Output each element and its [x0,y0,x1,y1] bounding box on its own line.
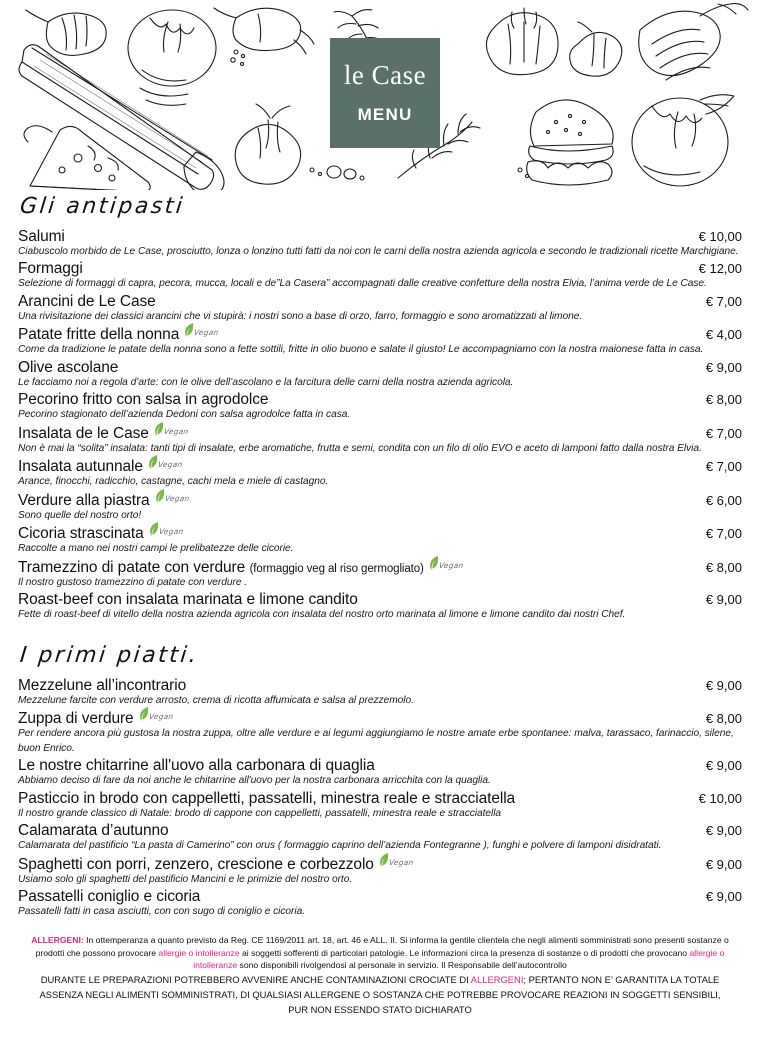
menu-item-price: € 9,00 [705,592,742,608]
section-title: Gli antipasti [18,194,186,219]
menu-item [18,855,742,887]
menu-item-price: € 4,00 [705,327,742,343]
menu-content [0,194,758,1017]
menu-item-price: € 9,00 [705,677,742,693]
menu-item-description: Sono quelle del nostro orto! [18,509,142,521]
allergen-caps-highlight: ALLERGENI [470,974,524,986]
menu-item-description: Il nostro gustoso tramezzino di patate con verdure . [18,576,248,588]
menu-item-title-group [18,591,358,609]
menu-item-name: Spaghetti con porri, zenzero, crescione e corbezzolo [18,855,374,873]
vegan-badge [139,710,173,723]
menu-item-name: Le nostre chitarrine all'uovo alla carbonara di quaglia [18,757,375,775]
menu-item-description: Abbiamo deciso di fare da noi anche le chitarrine all'uovo per la nostra carbonara arricchita con la quaglia. [18,775,491,787]
leaf-icon [149,522,158,535]
leaf-icon [155,489,164,502]
menu-item-name: Roast-beef con insalata marinata e limone candito [18,591,358,609]
menu-item-title-group [18,709,173,728]
leaf-icon [148,455,157,468]
menu-item [18,790,742,821]
menu-item-price: € 9,00 [705,758,742,774]
menu-item-price: € 10,00 [698,229,742,244]
menu-item [18,757,742,788]
menu-item-description: Calamarata del pastificio “La pasta di Camerino” con orus ( formaggio caprino dell’azienda Fontegranne ), funghi e polvere di lamponi disidratati. [18,840,662,852]
vegan-badge [155,492,189,505]
menu-item [18,491,742,523]
menu-item-row [18,855,742,874]
menu-item [18,228,742,259]
menu-item-name: Pecorino fritto con salsa in agrodolce [18,391,269,409]
vegan-badge-label: Vegan [163,426,189,436]
vegan-badge-label: Vegan [157,527,184,537]
menu-item [18,709,742,756]
leaf-icon [139,707,148,720]
vegan-badge [379,856,413,869]
menu-item-title-group [18,457,182,476]
menu-item [18,558,742,590]
menu-item-name: Passatelli coniglio e cicoria [18,888,201,906]
menu-item-row [18,293,742,311]
menu-item-title-group [18,524,183,543]
brand-name: le Case [343,59,427,90]
menu-label: MENU [357,104,413,124]
menu-item-row [18,757,742,775]
vegan-badge [154,425,188,438]
menu-item [18,677,742,708]
menu-item [18,822,742,853]
menu-item-title-group [18,391,268,409]
leaf-icon [429,556,438,569]
menu-item-description: Le facciamo noi a regola d’arte: con le olive dell’ascolano e la farcitura delle carni della nostra azienda agricola. [18,376,514,388]
menu-item-title-group [18,359,118,377]
menu-item-price: € 8,00 [705,711,742,727]
menu-item-row [18,822,742,840]
menu-item-name: Patate fritte della nonna [18,326,180,344]
menu-item-name: Tramezzino di patate con verdure [18,558,246,576]
allergen-text-1: In ottemperanza a quanto previsto da Reg. CE 1169/2011 art. 18, art. 46 e ALL. II. Si informa la gentile clientela che negli alimenti somministrati sono presenti sostanze o prodotti che possono provocare [35,934,729,958]
menu-item-price: € 8,00 [705,392,742,408]
allergen-caps-text-1: DURANTE LE PREPARAZIONI POTREBBERO AVVENIRE ANCHE CONTAMINAZIONI CROCIATE DI [40,974,471,986]
vegan-badge-label: Vegan [438,560,464,570]
menu-item [18,325,742,357]
vegan-badge-label: Vegan [388,857,414,867]
menu-item-name: Salumi [18,228,65,245]
menu-item-row [18,260,742,278]
menu-item-price: € 7,00 [705,526,742,542]
menu-item-title-group [18,855,413,874]
menu-item-name: Mezzelune all’incontrario [18,676,187,694]
menu-item [18,391,742,422]
allergen-lead-label: ALLERGENI: [31,934,84,945]
menu-item [18,457,742,489]
brand-logo [330,38,440,148]
menu-item-row [18,888,742,906]
menu-item-title-group [18,260,83,278]
menu-item-description: Mezzelune farcite con verdure arrosto, crema di ricotta affumicata e salsa al prezzemolo. [18,694,414,706]
menu-item-price: € 9,00 [705,889,742,905]
menu-item-description: Pecorino stagionato dell’azienda Dedoni con salsa agrodolce fatta in casa. [18,409,351,421]
menu-item-name: Cicoria strascinata [18,525,144,543]
leaf-icon [154,422,163,435]
menu-item-row [18,709,742,728]
menu-item-description: Passatelli fatti in casa asciutti, con con sugo di coniglio e cicoria. [18,906,305,918]
menu-item-title-group [18,424,188,443]
menu-item-description: Fette di roast-beef di vitello della nostra azienda agricola con insalata del nostro orto marinata al limone e limone candito dai nostri Chef. [18,609,626,621]
menu-item-description: Usiamo solo gli spaghetti del pastificio Mancini e le primizie del nostro orto. [18,873,353,885]
allergen-paragraph [30,934,730,973]
menu-item-title-group [18,558,463,577]
menu-item-description: Come da tradizione le patate della nonna sono a fette sottili, fritte in olio buono e salate il giusto! Le accompagniamo con la nostra maionese fatta in casa. [18,344,704,356]
vegan-badge-label: Vegan [147,712,174,722]
menu-item-row [18,325,742,344]
menu-item [18,260,742,291]
menu-item-name: Olive ascolane [18,358,119,376]
menu-item-title-group [18,293,156,311]
vegan-badge [149,525,183,538]
menu-item-title-group [18,790,515,808]
menu-item-price: € 9,00 [705,856,742,872]
menu-item-price: € 6,00 [705,492,742,508]
allergen-text-3: sono disponibili rivolgendosi al personale in servizio. Il Responsabile dell’autocontrollo [237,960,567,971]
menu-item-row [18,524,742,543]
menu-item [18,359,742,390]
menu-item-description: Raccolte a mano nei nostri campi le prelibatezze delle cicorie. [18,543,294,555]
menu-item-price: € 9,00 [705,359,742,375]
menu-item-name: Calamarata d’autunno [18,822,169,840]
leaf-icon [379,853,388,866]
menu-item-price: € 12,00 [698,261,742,277]
menu-item-row [18,424,742,443]
menu-item-name: Insalata de le Case [18,424,149,442]
vegan-badge [148,458,182,471]
menu-item-name: Pasticcio in brodo con cappelletti, passatelli, minestra reale e stracciatella [18,789,516,807]
menu-item [18,524,742,556]
allergen-highlight-1: allergie o intolleranze [158,947,240,958]
allergen-text-2: ai soggetti sofferenti di particolari patologie. Le informazioni circa la presenza di sostanze o di prodotti che provocano [239,947,690,958]
section-title: I primi piatti. [18,642,200,668]
menu-item-price: € 7,00 [705,293,742,309]
menu-item-description: Ciabuscolo morbido de Le Case, prosciutto, lonza o lonzino tutti fatti da noi con le carni della nostra azienda agricola e secondo le tradizionali ricette Marchigiane. [18,246,739,257]
menu-item-name: Verdure alla piastra [18,491,150,509]
menu-item-name: Formaggi [18,260,83,278]
vegan-badge [429,559,463,572]
menu-item-description: Selezione di formaggi di capra, pecora, mucca, locali e de”La Casera” accompagnati dalle creative confetture della nostra Elvia, l’anima verde de Le Case. [18,278,707,290]
menu-item-title-group [18,228,65,246]
menu-item-price: € 8,00 [705,559,742,575]
leaf-icon [184,323,193,336]
vegan-badge [184,326,218,339]
menu-item-row [18,391,742,409]
allergen-caps-text-2: ; PERTANTO NON E’ GARANTITA LA TOTALE ASSENZA NEGLI ALIMENTI SOMMINISTRATI, DI QUALSIASI ALLERGENE O SOSTANZA CHE POTREBBE PROVOCARE REAZIONI IN SOGGETTI SENSIBILI, PUR NON ESSENDO STATO DICHIARATO [39,974,721,1015]
menu-item-name: Arancini de Le Case [18,292,156,310]
menu-item [18,888,742,919]
allergen-highlight-2: allergie o intolleranze [193,947,725,971]
menu-item [18,591,742,622]
menu-item-title-group [18,325,219,344]
menu-item-price: € 7,00 [705,459,742,475]
menu-item-price: € 10,00 [698,790,742,806]
menu-item-name: Insalata autunnale [18,458,143,476]
menu-item-description: Non è mai la “solita” insalata: tanti tipi di insalate, erbe aromatiche, frutta e semi, condita con un filo di olio EVO e aceto di lamponi fatto dalla nostra Elvia. [18,442,702,454]
menu-item-row [18,677,742,695]
menu-item-title-group [18,677,186,695]
vegan-badge-label: Vegan [157,460,183,470]
menu-item-title-group [18,822,169,840]
menu-item [18,424,742,456]
menu-item-subtitle: (formaggio veg al riso germogliato) [249,562,424,575]
menu-item-row [18,491,742,510]
header-illustration-band [0,0,758,190]
menu-item-row [18,228,742,246]
menu-item-description: Arance, finocchi, radicchio, castagne, cachi mela e miele di castagno. [18,476,329,488]
allergen-caps-paragraph [30,973,730,1017]
menu-item-title-group [18,757,375,775]
menu-item-title-group [18,888,200,906]
menu-item-row [18,790,742,808]
vegan-badge-label: Vegan [163,493,190,503]
vegan-badge-label: Vegan [193,328,220,338]
menu-item-price: € 7,00 [705,425,742,441]
menu-item-name: Zuppa di verdure [18,710,134,728]
menu-item-description: Una rivisitazione dei classici arancini che vi stupirà: i nostri sono a base di orzo, farro, formaggio e sono aromatizzati al limone. [18,310,583,322]
menu-item-row [18,591,742,609]
menu-item-title-group [18,491,189,510]
menu-item-row [18,558,742,577]
menu-item-row [18,457,742,476]
menu-item-description: Per rendere ancora più gustosa la nostra zuppa, oltre alle verdure e ai legumi aggiungiamo le nostre amate erbe spontanee: malva, tarassaco, farinaccio, silene, buon Enrico. [18,728,734,754]
allergen-notice [18,934,742,1017]
menu-item [18,293,742,324]
menu-item-price: € 9,00 [705,823,742,839]
menu-item-description: Il nostro grande classico di Natale: brodo di cappone con cappelletti, passatelli, minestra reale e stracciatella [18,807,502,819]
menu-item-row [18,359,742,377]
